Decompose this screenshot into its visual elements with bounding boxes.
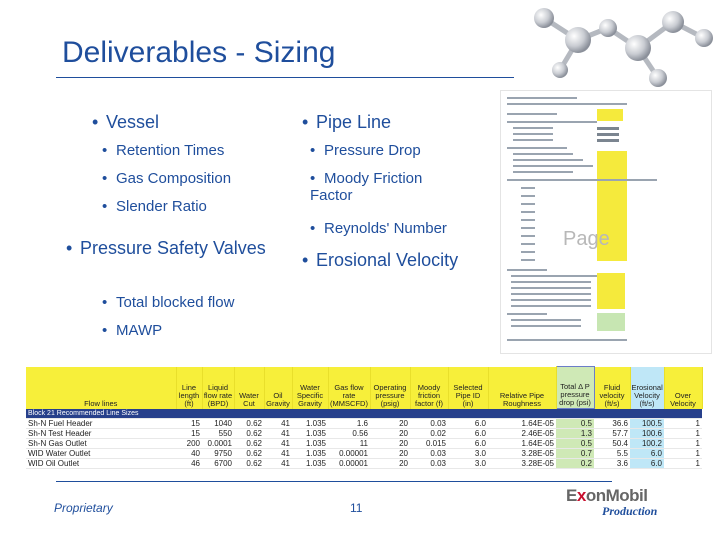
table-header-cell: Moody friction factor (f) — [410, 367, 448, 409]
table-cell: 6.0 — [448, 439, 488, 449]
table-cell: 1.64E-05 — [488, 439, 556, 449]
bullet-pipe-line: • Pipe Line — [302, 112, 392, 132]
table-header-cell: Flow lines — [26, 367, 176, 409]
table-cell: 11 — [328, 439, 370, 449]
table-header-cell: Relative Pipe Roughness — [488, 367, 556, 409]
table-row — [26, 439, 702, 449]
sub-bullet-reynolds-number: • Reynolds' Number — [310, 220, 447, 237]
slide-title: Deliverables - Sizing — [62, 36, 336, 69]
table-header-cell: Over Velocity — [664, 367, 702, 409]
table-cell: 0.7 — [556, 449, 594, 459]
table-header-cell: Fluid velocity (ft/s) — [594, 367, 630, 409]
table-cell: 6.0 — [448, 419, 488, 429]
table-cell: 6.0 — [448, 429, 488, 439]
table-cell: WID Water Outlet — [26, 449, 176, 459]
table-cell: 1.3 — [556, 429, 594, 439]
table-cell: Sh-N Test Header — [26, 429, 176, 439]
table-cell: 5.5 — [594, 449, 630, 459]
table-cell: 6.0 — [630, 449, 664, 459]
table-cell: 20 — [370, 429, 410, 439]
table-cell: 0.62 — [234, 449, 264, 459]
table-cell: 20 — [370, 439, 410, 449]
table-header-cell: Water Specific Gravity — [292, 367, 328, 409]
table-cell: 36.6 — [594, 419, 630, 429]
table-cell: 1.035 — [292, 459, 328, 469]
table-cell: 100.2 — [630, 439, 664, 449]
table-cell: 3.6 — [594, 459, 630, 469]
table-header-row — [26, 367, 702, 409]
table-cell: 0.0001 — [202, 439, 234, 449]
table-cell: 0.62 — [234, 419, 264, 429]
table-header-cell: Operating pressure (psig) — [370, 367, 410, 409]
bullet-vessel: • Vessel — [92, 112, 160, 132]
table-cell: 0.015 — [410, 439, 448, 449]
table-row — [26, 449, 702, 459]
table-row — [26, 429, 702, 439]
table-header-cell: Gas flow rate (MMSCFD) — [328, 367, 370, 409]
table-cell: 57.7 — [594, 429, 630, 439]
table-cell: 0.62 — [234, 459, 264, 469]
table-cell: 200 — [176, 439, 202, 449]
page-watermark: Page — [563, 228, 610, 250]
table-header-cell: Selected Pipe ID (in) — [448, 367, 488, 409]
table-cell: 100.5 — [630, 419, 664, 429]
table-cell: 1040 — [202, 419, 234, 429]
table-cell: 20 — [370, 459, 410, 469]
table-cell: 0.2 — [556, 459, 594, 469]
table-header-cell: Line length (ft) — [176, 367, 202, 409]
molecule-image — [508, 0, 720, 92]
table-cell: 0.00001 — [328, 459, 370, 469]
table-cell: 3.28E-05 — [488, 449, 556, 459]
sub-bullet-moody-friction-factor: • Moody Friction Factor — [310, 170, 423, 204]
table-section-row — [26, 409, 702, 419]
table-cell: 3.0 — [448, 459, 488, 469]
table-cell: 50.4 — [594, 439, 630, 449]
table-cell: 0.02 — [410, 429, 448, 439]
table-cell: 41 — [264, 439, 292, 449]
table-cell: 0.03 — [410, 419, 448, 429]
table-cell: 0.62 — [234, 439, 264, 449]
sub-bullet-mawp: • MAWP — [102, 322, 163, 339]
footer-divider — [56, 481, 612, 482]
table-cell: 3.28E-05 — [488, 459, 556, 469]
table-cell: 550 — [202, 429, 234, 439]
footer-proprietary: Proprietary — [54, 501, 113, 515]
bullet-erosional-velocity: • Erosional Velocity — [302, 250, 459, 270]
sub-bullet-gas-composition: • Gas Composition — [102, 170, 232, 187]
table-header-cell: Water Cut — [234, 367, 264, 409]
section-label: Block 21 Recommended Line Sizes — [26, 409, 702, 419]
table-cell: 41 — [264, 419, 292, 429]
spreadsheet-thumbnail — [500, 90, 712, 354]
table-cell: 41 — [264, 449, 292, 459]
table-cell: 3.0 — [448, 449, 488, 459]
table-header-cell: Erosional Velocity (ft/s) — [630, 367, 664, 409]
table-cell: 20 — [370, 449, 410, 459]
line-sizing-table — [26, 366, 702, 468]
table-cell: 1.035 — [292, 449, 328, 459]
table-row — [26, 459, 702, 469]
table-cell: 15 — [176, 419, 202, 429]
table-cell: 1 — [664, 429, 702, 439]
table-cell: 41 — [264, 459, 292, 469]
table-cell: 0.00001 — [328, 449, 370, 459]
table-cell: 46 — [176, 459, 202, 469]
table-cell: 41 — [264, 429, 292, 439]
table-cell: 0.03 — [410, 459, 448, 469]
table-cell: 6700 — [202, 459, 234, 469]
table-cell: 0.5 — [556, 439, 594, 449]
sub-bullet-pressure-drop: • Pressure Drop — [310, 142, 421, 159]
table-cell: 1 — [664, 419, 702, 429]
table-header-cell: Oil Gravity — [264, 367, 292, 409]
table-cell: Sh-N Gas Outlet — [26, 439, 176, 449]
table-cell: 9750 — [202, 449, 234, 459]
table-cell: 1.6 — [328, 419, 370, 429]
table-cell: 15 — [176, 429, 202, 439]
sub-bullet-slender-ratio: • Slender Ratio — [102, 198, 207, 215]
table-header-cell: Total Δ P pressure drop (psi) — [556, 367, 594, 409]
table-cell: 40 — [176, 449, 202, 459]
table-cell: 1 — [664, 439, 702, 449]
title-divider — [56, 77, 514, 78]
table-cell: WID Oil Outlet — [26, 459, 176, 469]
bullet-pressure-safety-valves: • Pressure Safety Valves — [66, 238, 266, 258]
table-cell: 0.5 — [556, 419, 594, 429]
table-cell: 0.62 — [234, 429, 264, 439]
table-cell: 2.46E-05 — [488, 429, 556, 439]
table-cell: 1.035 — [292, 429, 328, 439]
table-cell: 6.0 — [630, 459, 664, 469]
page-number: 11 — [350, 501, 363, 515]
sub-bullet-total-blocked-flow: • Total blocked flow — [102, 294, 235, 311]
table-cell: 0.03 — [410, 449, 448, 459]
table-row — [26, 419, 702, 429]
table-cell: 1.035 — [292, 419, 328, 429]
table-cell: 1 — [664, 449, 702, 459]
exxonmobil-logo: ExonMobil Production — [566, 486, 658, 518]
table-cell: 0.56 — [328, 429, 370, 439]
table-cell: 100.6 — [630, 429, 664, 439]
table-header-cell: Liquid flow rate (BPD) — [202, 367, 234, 409]
table-cell: 20 — [370, 419, 410, 429]
table-cell: 1 — [664, 459, 702, 469]
table-cell: Sh-N Fuel Header — [26, 419, 176, 429]
sub-bullet-retention-times: • Retention Times — [102, 142, 225, 159]
table-cell: 1.035 — [292, 439, 328, 449]
table-cell: 1.64E-05 — [488, 419, 556, 429]
